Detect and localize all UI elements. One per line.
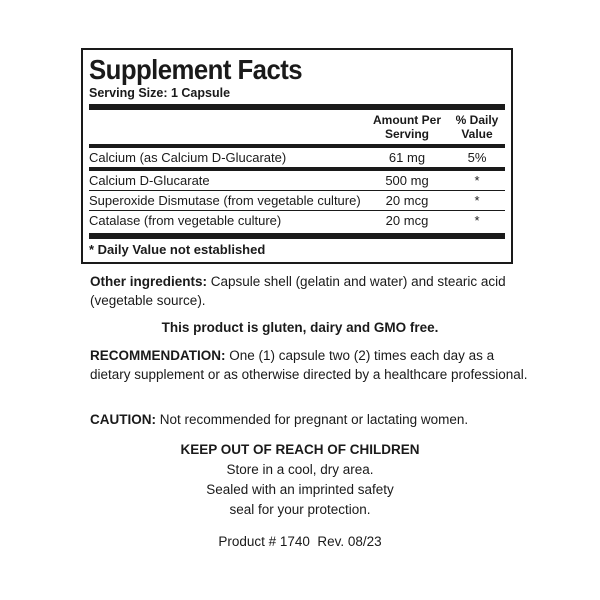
storage-line-2: Sealed with an imprinted safety <box>206 482 394 497</box>
nutrient-daily-value: 5% <box>467 150 487 165</box>
nutrient-daily-value: * <box>474 173 480 188</box>
nutrient-row <box>89 171 505 190</box>
nutrient-daily-value: * <box>474 193 480 208</box>
dv-header-line1: % Daily <box>455 113 499 127</box>
supplement-facts-panel <box>81 48 513 264</box>
daily-value-header <box>449 113 505 141</box>
recommendation-text: One (1) capsule two (2) times each day as a dietary supplement or as otherwise directed by a healthcare professional. <box>90 348 528 382</box>
free-from-statement: This product is gluten, dairy and GMO free. <box>161 320 439 335</box>
divider-thick <box>89 233 505 239</box>
amount-header-line2: Serving <box>384 127 429 141</box>
daily-value-footnote: * Daily Value not established <box>89 242 266 257</box>
other-ingredients-label: Other ingredients: <box>90 274 208 289</box>
amount-per-serving-header <box>365 113 449 141</box>
recommendation-label: RECOMMENDATION: <box>90 348 226 363</box>
amount-header-line1: Amount Per <box>372 113 441 127</box>
nutrient-amount: 20 mcg <box>385 193 429 208</box>
nutrient-amount: 500 mg <box>385 173 429 188</box>
serving-size: Serving Size: 1 Capsule <box>89 86 231 100</box>
caution-text: Not recommended for pregnant or lactating women. <box>156 412 469 427</box>
nutrient-name: Superoxide Dismutase (from vegetable culture) <box>89 193 361 208</box>
nutrient-amount: 20 mcg <box>385 213 429 228</box>
nutrient-name: Calcium D-Glucarate <box>89 173 210 188</box>
storage-line-1: Store in a cool, dry area. <box>226 462 374 477</box>
product-number: Product # 1740 Rev. 08/23 <box>218 534 382 549</box>
nutrient-amount: 61 mg <box>388 150 426 165</box>
recommendation <box>90 346 530 384</box>
nutrient-row <box>89 148 505 167</box>
nutrient-row <box>89 191 505 210</box>
storage-line-3: seal for your protection. <box>229 502 371 517</box>
nutrient-row <box>89 211 505 230</box>
facts-title: Supplement Facts <box>89 54 303 85</box>
nutrient-daily-value: * <box>474 213 480 228</box>
other-ingredients <box>90 272 530 310</box>
keep-out-of-reach-heading: KEEP OUT OF REACH OF CHILDREN <box>180 442 420 457</box>
caution <box>90 410 530 429</box>
facts-column-header <box>89 110 505 144</box>
caution-label: CAUTION: <box>90 412 156 427</box>
other-ingredients-text: Capsule shell (gelatin and water) and stearic acid (vegetable source). <box>90 274 506 308</box>
nutrient-name: Calcium (as Calcium D-Glucarate) <box>89 150 287 165</box>
dv-header-line2: Value <box>461 127 493 141</box>
nutrient-name: Catalase (from vegetable culture) <box>89 213 282 228</box>
